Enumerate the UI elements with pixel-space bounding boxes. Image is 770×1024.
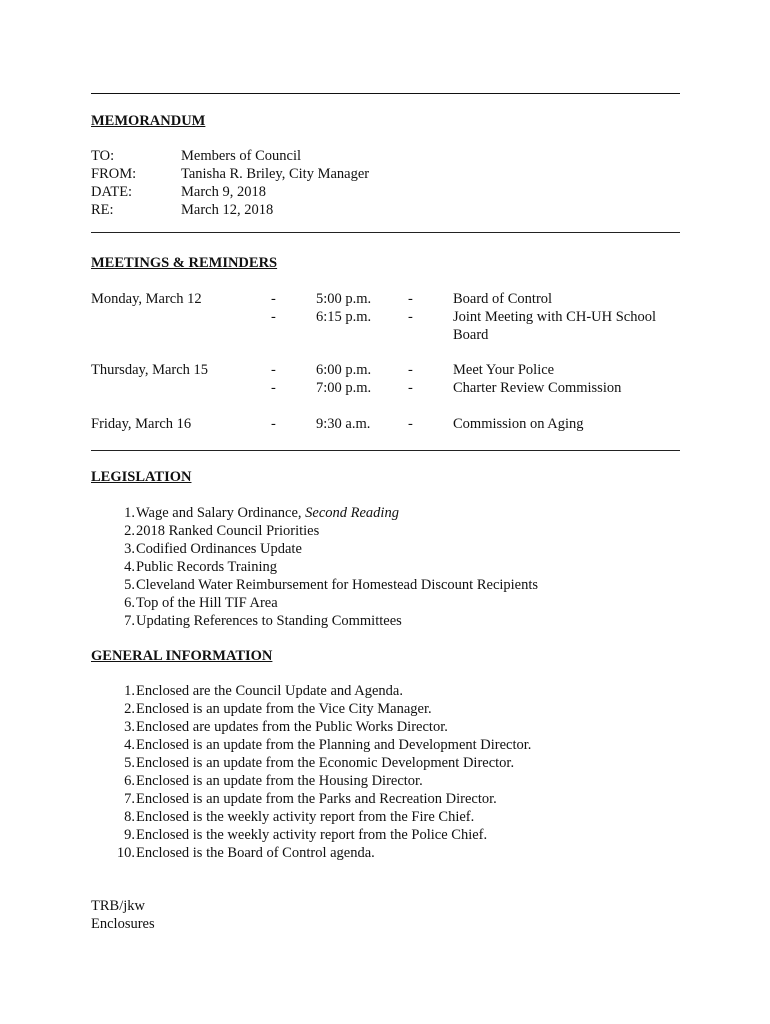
list-text: Public Records Training (136, 559, 277, 575)
list-number: 1. (124, 683, 135, 699)
list-text (136, 504, 399, 522)
list-number: 10. (116, 845, 135, 861)
list-number: 5. (124, 577, 135, 593)
list-text: Enclosed are the Council Update and Agenda. (136, 683, 403, 699)
list-number: 6. (124, 773, 135, 789)
list-number: 9. (124, 827, 135, 843)
memo-page (91, 0, 680, 1024)
list-text: Enclosed is the Board of Control agenda. (136, 845, 375, 861)
list-text: Enclosed is the weekly activity report from the Fire Chief. (136, 809, 475, 825)
meeting-time: 9:30 a.m. (316, 416, 371, 432)
list-number: 3. (124, 541, 135, 557)
meeting-time: 6:00 p.m. (316, 362, 372, 378)
enclosures-note: Enclosures (91, 916, 155, 932)
list-number: 2. (124, 701, 135, 717)
list-number: 3. (124, 719, 135, 735)
dash-separator: - (271, 291, 276, 307)
memo-title: MEMORANDUM (91, 113, 206, 129)
dash-separator: - (408, 309, 413, 325)
list-text: Enclosed is an update from the Housing Director. (136, 773, 423, 789)
list-text: Top of the Hill TIF Area (136, 595, 278, 611)
meetings-divider (91, 450, 680, 451)
header-label: DATE: (91, 184, 133, 200)
meeting-event: Board of Control (453, 291, 553, 307)
top-divider (91, 93, 680, 94)
list-number: 6. (124, 595, 135, 611)
list-text: Cleveland Water Reimbursement for Homestead Discount Recipients (136, 577, 539, 593)
list-text: Updating References to Standing Committees (136, 613, 402, 629)
header-value: Members of Council (181, 148, 302, 164)
list-text: Enclosed is an update from the Parks and Recreation Director. (136, 791, 497, 807)
dash-separator: - (271, 416, 276, 432)
reading-status: Second Reading (305, 505, 399, 521)
list-number: 5. (124, 755, 135, 771)
meeting-event: Joint Meeting with CH-UH School Board (453, 309, 656, 343)
meeting-event: Charter Review Commission (453, 380, 622, 396)
list-number: 4. (124, 737, 135, 753)
header-value: March 12, 2018 (181, 202, 274, 218)
legislation-heading: LEGISLATION (91, 469, 192, 485)
list-text: Codified Ordinances Update (136, 541, 302, 557)
dash-separator: - (408, 416, 413, 432)
general-info-heading: GENERAL INFORMATION (91, 648, 273, 664)
header-divider (91, 232, 680, 233)
dash-separator: - (271, 380, 276, 396)
list-text: 2018 Ranked Council Priorities (136, 523, 320, 539)
meeting-event: Commission on Aging (453, 416, 584, 432)
list-number: 7. (124, 791, 135, 807)
list-number: 8. (124, 809, 135, 825)
list-number: 2. (124, 523, 135, 539)
list-text: Enclosed is an update from the Vice City Manager. (136, 701, 432, 717)
list-text: Enclosed are updates from the Public Works Director. (136, 719, 448, 735)
dash-separator: - (408, 362, 413, 378)
legislation-title: Wage and Salary Ordinance, (136, 505, 306, 521)
meetings-heading: MEETINGS & REMINDERS (91, 255, 278, 271)
dash-separator: - (271, 362, 276, 378)
list-number: 4. (124, 559, 135, 575)
meeting-event: Meet Your Police (453, 362, 555, 378)
header-label: RE: (91, 202, 114, 218)
dash-separator: - (408, 380, 413, 396)
dash-separator: - (408, 291, 413, 307)
meeting-day: Monday, March 12 (91, 291, 202, 307)
header-label: TO: (91, 148, 115, 164)
meeting-time: 5:00 p.m. (316, 291, 372, 307)
meeting-time: 6:15 p.m. (316, 309, 372, 325)
list-number: 1. (124, 505, 135, 521)
header-value: March 9, 2018 (181, 184, 266, 200)
meeting-time: 7:00 p.m. (316, 380, 372, 396)
list-text: Enclosed is an update from the Planning and Development Director. (136, 737, 532, 753)
list-text: Enclosed is the weekly activity report from the Police Chief. (136, 827, 488, 843)
header-label: FROM: (91, 166, 137, 182)
typist-initials: TRB/jkw (91, 898, 145, 914)
meeting-day: Friday, March 16 (91, 416, 192, 432)
list-number: 7. (124, 613, 135, 629)
meeting-day: Thursday, March 15 (91, 362, 209, 378)
list-text: Enclosed is an update from the Economic Development Director. (136, 755, 515, 771)
header-value: Tanisha R. Briley, City Manager (181, 166, 370, 182)
dash-separator: - (271, 309, 276, 325)
